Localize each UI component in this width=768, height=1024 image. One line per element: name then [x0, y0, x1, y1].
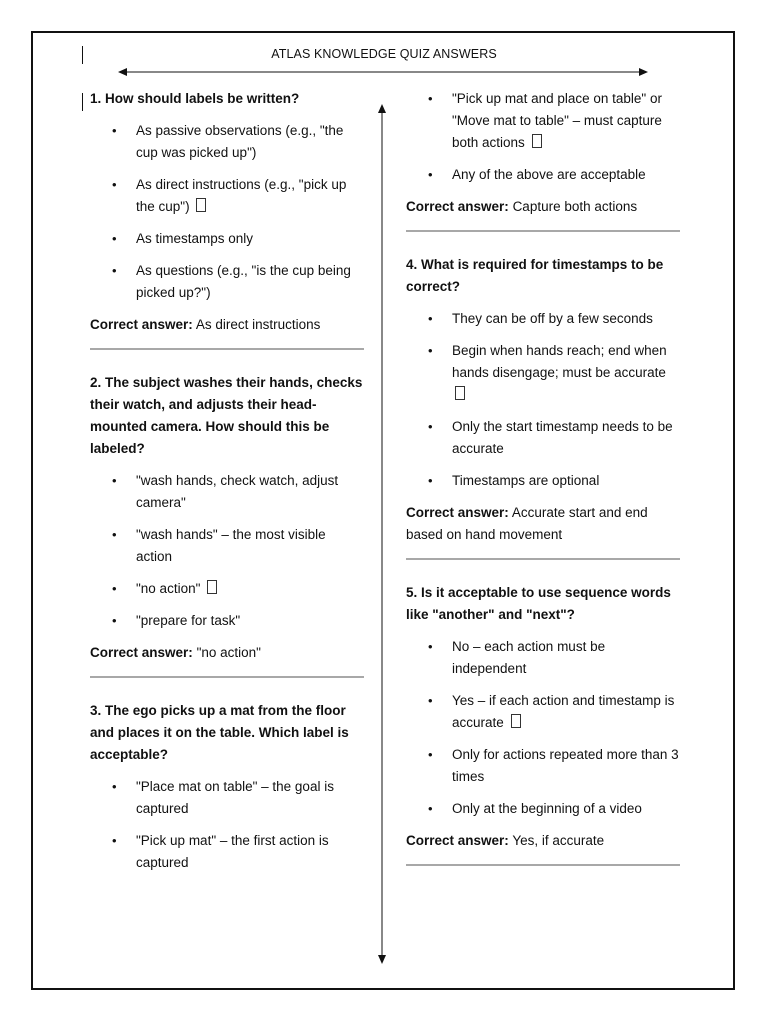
- option-text: They can be off by a few seconds: [452, 311, 653, 326]
- bullet-icon: •: [112, 177, 117, 192]
- option-text: Only for actions repeated more than 3 times: [452, 747, 679, 784]
- answer-text: "no action": [196, 645, 261, 660]
- option-text: Begin when hands reach; end when hands disengage; must be accurate: [452, 343, 667, 380]
- bullet-icon: •: [112, 123, 117, 138]
- bullet-icon: •: [112, 779, 117, 794]
- option-item: [406, 636, 680, 680]
- answer-label: Correct answer:: [90, 645, 193, 660]
- option-text: Only the start timestamp needs to be accurate: [452, 419, 673, 456]
- option-item: [90, 120, 364, 164]
- option-text: Any of the above are acceptable: [452, 167, 646, 182]
- right-column: [406, 88, 680, 888]
- bullet-icon: •: [428, 693, 433, 708]
- option-list: [406, 636, 680, 820]
- option-text: Yes – if each action and timestamp is accurate: [452, 693, 675, 730]
- option-item: [406, 308, 680, 330]
- option-item: [90, 776, 364, 820]
- page-title: ATLAS KNOWLEDGE QUIZ ANSWERS: [271, 47, 497, 61]
- answer-text: Yes, if accurate: [512, 833, 605, 848]
- bullet-icon: •: [428, 91, 433, 106]
- answer-text: As direct instructions: [195, 317, 321, 332]
- section-divider: [90, 676, 364, 678]
- vertical-double-arrow-icon: [376, 104, 388, 964]
- bullet-icon: •: [428, 419, 433, 434]
- checkbox-icon: [207, 580, 217, 594]
- answer-label: Correct answer:: [406, 505, 509, 520]
- checkbox-icon: [455, 386, 465, 400]
- bullet-icon: •: [112, 473, 117, 488]
- correct-answer: [406, 830, 680, 852]
- correct-answer: [90, 642, 364, 664]
- bullet-icon: •: [112, 833, 117, 848]
- text-cursor: [82, 93, 83, 111]
- option-text: As passive observations (e.g., "the cup was picked up"): [136, 123, 344, 160]
- option-item: [406, 470, 680, 492]
- option-item: [406, 798, 680, 820]
- option-text: "Pick up mat" – the first action is captured: [136, 833, 329, 870]
- option-list: [406, 308, 680, 492]
- option-item: [90, 578, 364, 600]
- option-item: [90, 830, 364, 874]
- option-item: [90, 260, 364, 304]
- option-list: [90, 120, 364, 304]
- bullet-icon: •: [428, 167, 433, 182]
- option-text: "Place mat on table" – the goal is captured: [136, 779, 334, 816]
- bullet-icon: •: [428, 639, 433, 654]
- option-text: As direct instructions (e.g., "pick up the cup"): [136, 177, 347, 214]
- checkbox-icon: [511, 714, 521, 728]
- option-list: [406, 88, 680, 186]
- question-text: 4. What is required for timestamps to be correct?: [406, 257, 664, 294]
- answer-label: Correct answer:: [406, 833, 509, 848]
- section-divider: [406, 864, 680, 866]
- option-item: [90, 470, 364, 514]
- bullet-icon: •: [112, 581, 117, 596]
- option-text: "Pick up mat and place on table" or "Move mat to table" – must capture both actions: [452, 91, 662, 150]
- option-item: [406, 88, 680, 154]
- correct-answer: [90, 314, 364, 336]
- question-text: 3. The ego picks up a mat from the floor and places it on the table. Which label is acceptable?: [90, 703, 349, 762]
- checkbox-icon: [532, 134, 542, 148]
- answer-label: Correct answer:: [90, 317, 193, 332]
- bullet-icon: •: [112, 231, 117, 246]
- bullet-icon: •: [428, 801, 433, 816]
- option-text: "wash hands" – the most visible action: [136, 527, 326, 564]
- option-item: [406, 340, 680, 406]
- bullet-icon: •: [112, 613, 117, 628]
- bullet-icon: •: [428, 311, 433, 326]
- option-text: "prepare for task": [136, 613, 241, 628]
- bullet-icon: •: [112, 527, 117, 542]
- option-item: [90, 610, 364, 632]
- checkbox-icon: [196, 198, 206, 212]
- option-item: [90, 228, 364, 250]
- option-item: [90, 524, 364, 568]
- option-text: "wash hands, check watch, adjust camera": [136, 473, 339, 510]
- answer-text: Accurate start and end based on hand movement: [406, 505, 648, 542]
- section-divider: [90, 348, 364, 350]
- correct-answer: [406, 196, 680, 218]
- bullet-icon: •: [428, 343, 433, 358]
- correct-answer: [406, 502, 680, 546]
- answer-label: Correct answer:: [406, 199, 509, 214]
- option-text: Only at the beginning of a video: [452, 801, 642, 816]
- left-column: [90, 88, 364, 884]
- bullet-icon: •: [112, 263, 117, 278]
- horizontal-double-arrow-icon: [118, 66, 648, 78]
- bullet-icon: •: [428, 473, 433, 488]
- question-text: 2. The subject washes their hands, checks their watch, and adjusts their head-mounted camera. How should this be labeled?: [90, 375, 363, 456]
- question-text: 1. How should labels be written?: [90, 91, 300, 106]
- option-item: [406, 690, 680, 734]
- option-item: [90, 174, 364, 218]
- option-text: Timestamps are optional: [452, 473, 600, 488]
- option-text: As questions (e.g., "is the cup being picked up?"): [136, 263, 351, 300]
- option-text: No – each action must be independent: [452, 639, 606, 676]
- option-list: [90, 470, 364, 632]
- option-text: As timestamps only: [136, 231, 254, 246]
- question-text: 5. Is it acceptable to use sequence words like "another" and "next"?: [406, 585, 671, 622]
- bullet-icon: •: [428, 747, 433, 762]
- option-item: [406, 744, 680, 788]
- option-text: "no action": [136, 581, 201, 596]
- answer-text: Capture both actions: [512, 199, 638, 214]
- option-item: [406, 416, 680, 460]
- option-list: [90, 776, 364, 874]
- section-divider: [406, 230, 680, 232]
- option-item: [406, 164, 680, 186]
- section-divider: [406, 558, 680, 560]
